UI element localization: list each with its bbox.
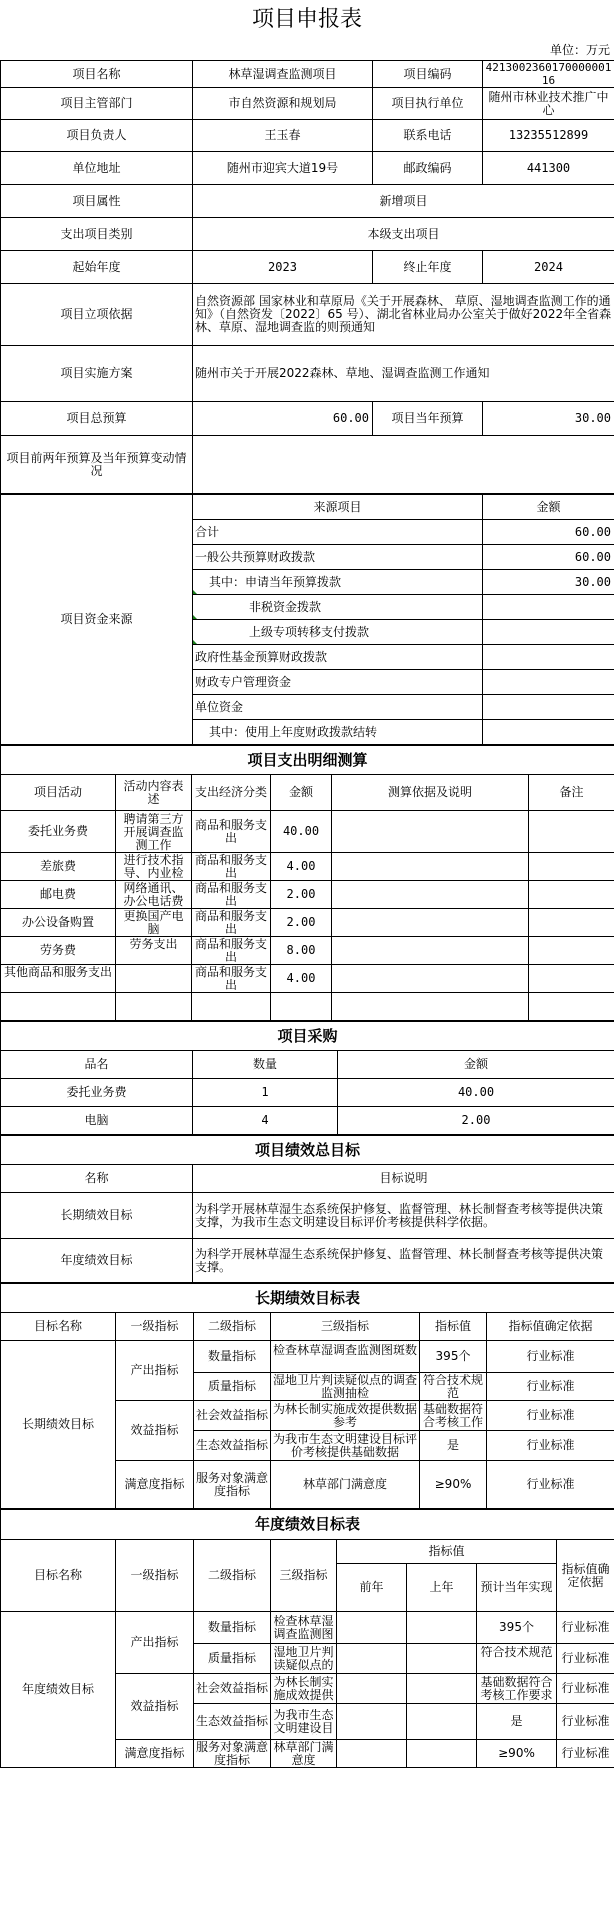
label-start-year: 起始年度 <box>1 251 193 284</box>
lt-value: 符合技术规范 <box>422 1373 483 1400</box>
value-phone: 13235512899 <box>483 120 614 152</box>
lt-header: 目标名称 <box>1 1313 116 1341</box>
funding-row-amount: 60.00 <box>483 520 614 545</box>
an-prev2 <box>337 1704 407 1740</box>
an-prev2 <box>337 1612 407 1644</box>
section-title-performance: 项目绩效总目标 <box>1 1136 614 1165</box>
label-address: 单位地址 <box>1 152 193 185</box>
proc-header: 品名 <box>1 1051 193 1079</box>
funding-row-name: 政府性基金预算财政拨款 <box>193 645 483 670</box>
lt-basis: 行业标准 <box>487 1461 614 1509</box>
an-basis: 行业标准 <box>557 1740 614 1768</box>
funding-row-amount: 60.00 <box>483 545 614 570</box>
exp-header: 金额 <box>271 775 332 811</box>
exp-note <box>529 937 614 965</box>
an-prev1 <box>407 1674 477 1704</box>
an-header: 二级指标 <box>194 1540 271 1612</box>
exp-class: 商品和服务支出 <box>192 937 271 965</box>
value-project-code: 421300236017000000116 <box>483 61 614 88</box>
value-year-budget: 30.00 <box>483 402 614 436</box>
funding-row-name: 上级专项转移支付拨款 <box>193 620 483 645</box>
lt-header: 二级指标 <box>194 1313 271 1341</box>
annual-target-table <box>0 1509 614 1768</box>
perf-header: 名称 <box>1 1165 193 1193</box>
funding-row-name: 其中：使用上年度财政拨款结转 <box>193 720 483 745</box>
exp-amount: 2.00 <box>271 909 332 937</box>
value-exec-unit: 随州市林业技术推广中心 <box>483 88 614 120</box>
an-level1: 效益指标 <box>116 1674 194 1740</box>
proc-amount: 40.00 <box>338 1079 614 1107</box>
label-total-budget: 项目总预算 <box>1 402 193 436</box>
funding-row-amount <box>483 695 614 720</box>
proc-header: 数量 <box>193 1051 338 1079</box>
lt-level3: 林草部门满意度 <box>271 1461 420 1509</box>
an-level3: 为林长制实施成效提供 <box>273 1675 334 1702</box>
funding-header-source: 来源项目 <box>193 495 483 520</box>
an-header: 目标名称 <box>1 1540 116 1612</box>
label-year-budget: 项目当年预算 <box>373 402 483 436</box>
exp-class: 商品和服务支出 <box>192 909 271 937</box>
value-end-year: 2024 <box>483 251 614 284</box>
exp-class: 商品和服务支出 <box>192 853 271 881</box>
exp-content: 进行技术指导、内业检 <box>123 853 184 880</box>
exp-content: 聘请第三方开展调查监测工作 <box>123 812 184 851</box>
an-header: 一级指标 <box>116 1540 194 1612</box>
an-header: 三级指标 <box>271 1540 337 1612</box>
exp-class: 商品和服务支出 <box>192 965 271 993</box>
funding-row-name: 非税资金拨款 <box>193 595 483 620</box>
an-level2: 社会效益指标 <box>194 1674 271 1704</box>
value-address: 随州市迎宾大道19号 <box>193 152 373 185</box>
label-leader: 项目负责人 <box>1 120 193 152</box>
proc-name: 电脑 <box>1 1107 193 1135</box>
exp-amount: 4.00 <box>271 853 332 881</box>
label-project-name: 项目名称 <box>1 61 193 88</box>
exp-basis <box>332 881 529 909</box>
lt-value: ≥90% <box>420 1461 487 1509</box>
section-title-long-term: 长期绩效目标表 <box>1 1284 614 1313</box>
funding-header-amount: 金额 <box>483 495 614 520</box>
lt-basis: 行业标准 <box>487 1341 614 1373</box>
an-value: 基础数据符合考核工作要求 <box>480 1675 553 1702</box>
value-dept: 市自然资源和规划局 <box>193 88 373 120</box>
label-category: 支出项目类别 <box>1 218 193 251</box>
value-basis: 自然资源部 国家林业和草原局《关于开展森林、 草原、湿地调查监测工作的通知》（自然资发〔2022〕65 号）、湖北省林业局办公室关于做好2022年全省森林、草原、湿地调查监的则预通知 <box>193 284 614 346</box>
funding-row-name: 单位资金 <box>193 695 483 720</box>
an-value: 395个 <box>477 1612 557 1644</box>
exp-header: 项目活动 <box>1 775 116 811</box>
an-value: 符合技术规范 <box>480 1645 553 1659</box>
proc-name: 委托业务费 <box>1 1079 193 1107</box>
label-attribute: 项目属性 <box>1 185 193 218</box>
exp-amount: 40.00 <box>271 811 332 853</box>
label-phone: 联系电话 <box>373 120 483 152</box>
an-level2: 质量指标 <box>194 1644 271 1674</box>
an-level3: 湿地卫片判读疑似点的 <box>273 1645 334 1672</box>
exp-note <box>529 853 614 881</box>
lt-level3: 为林长制实施成效提供数据参考 <box>273 1402 417 1429</box>
procurement-table <box>0 1021 614 1135</box>
lt-basis: 行业标准 <box>487 1431 614 1461</box>
an-level3: 为我市生态文明建设目 <box>273 1708 334 1735</box>
funding-row-amount: 30.00 <box>483 570 614 595</box>
an-level2: 生态效益指标 <box>194 1704 271 1740</box>
proc-header: 金额 <box>338 1051 614 1079</box>
lt-level1: 产出指标 <box>116 1341 194 1401</box>
funding-row-amount <box>483 595 614 620</box>
lt-header: 三级指标 <box>271 1313 420 1341</box>
an-level1: 满意度指标 <box>116 1740 194 1768</box>
lt-level2: 生态效益指标 <box>194 1431 271 1461</box>
label-end-year: 终止年度 <box>373 251 483 284</box>
lt-header: 指标值确定依据 <box>487 1313 614 1341</box>
an-basis: 行业标准 <box>557 1644 614 1674</box>
value-total-budget: 60.00 <box>193 402 373 436</box>
value-plan: 随州市关于开展2022森林、草地、湿调查监测工作通知 <box>193 346 614 402</box>
exp-class: 商品和服务支出 <box>192 811 271 853</box>
lt-level2: 服务对象满意度指标 <box>194 1461 271 1509</box>
proc-qty: 1 <box>193 1079 338 1107</box>
exp-activity: 其他商品和服务支出 <box>3 965 112 979</box>
exp-content: 劳务支出 <box>129 937 178 951</box>
label-dept: 项目主管部门 <box>1 88 193 120</box>
basic-info-table <box>0 60 614 494</box>
lt-level3: 检查林草湿调查监测图斑数 <box>273 1343 417 1357</box>
an-subheader: 前年 <box>337 1564 407 1612</box>
value-category: 本级支出项目 <box>193 218 614 251</box>
exp-basis <box>332 811 529 853</box>
exp-content: 更换国产电脑 <box>123 909 184 936</box>
value-budget-change <box>193 436 614 494</box>
lt-level3: 湿地卫片判读疑似点的调查监测抽检 <box>273 1373 417 1400</box>
exp-basis <box>332 937 529 965</box>
lt-level1: 满意度指标 <box>116 1461 194 1509</box>
proc-amount: 2.00 <box>338 1107 614 1135</box>
label-postcode: 邮政编码 <box>373 152 483 185</box>
exp-note <box>529 811 614 853</box>
label-funding-source: 项目资金来源 <box>1 495 193 745</box>
section-title-expenditure: 项目支出明细测算 <box>1 746 614 775</box>
funding-source-table <box>0 494 614 745</box>
exp-activity: 邮电费 <box>1 881 116 909</box>
exp-note <box>529 881 614 909</box>
lt-header: 指标值 <box>420 1313 487 1341</box>
exp-activity: 劳务费 <box>1 937 116 965</box>
an-prev1 <box>407 1612 477 1644</box>
an-level1: 产出指标 <box>116 1612 194 1674</box>
exp-basis <box>332 965 529 993</box>
funding-row-name: 一般公共预算财政拨款 <box>193 545 483 570</box>
value-start-year: 2023 <box>193 251 373 284</box>
exp-note <box>529 909 614 937</box>
an-basis: 行业标准 <box>557 1704 614 1740</box>
an-subheader: 预计当年实现 <box>477 1564 557 1612</box>
an-target-name: 年度绩效目标 <box>1 1612 116 1768</box>
value-postcode: 441300 <box>483 152 614 185</box>
exp-amount: 8.00 <box>271 937 332 965</box>
perf-name: 长期绩效目标 <box>1 1193 193 1239</box>
an-header: 指标值确定依据 <box>557 1540 614 1612</box>
perf-header: 目标说明 <box>193 1165 614 1193</box>
expenditure-table <box>0 745 614 1021</box>
exp-amount: 4.00 <box>271 965 332 993</box>
funding-row-amount <box>483 720 614 745</box>
lt-level2: 社会效益指标 <box>194 1401 271 1431</box>
funding-row-amount <box>483 620 614 645</box>
an-level3: 林草部门满意度 <box>273 1740 334 1767</box>
exp-header: 测算依据及说明 <box>332 775 529 811</box>
an-value: ≥90% <box>477 1740 557 1768</box>
exp-content: 网络通讯、办公电话费 <box>123 881 184 908</box>
lt-level3: 为我市生态文明建设目标评价考核提供基础数据 <box>273 1432 417 1459</box>
lt-basis: 行业标准 <box>487 1373 614 1401</box>
an-prev2 <box>337 1674 407 1704</box>
exp-basis <box>332 909 529 937</box>
page-title: 项目申报表 <box>251 7 362 32</box>
an-prev2 <box>337 1740 407 1768</box>
an-level2: 服务对象满意度指标 <box>194 1740 271 1768</box>
lt-value: 基础数据符合考核工作 <box>422 1402 483 1429</box>
section-title-annual: 年度绩效目标表 <box>1 1510 614 1540</box>
value-attribute: 新增项目 <box>193 185 614 218</box>
an-basis: 行业标准 <box>557 1674 614 1704</box>
exp-activity: 委托业务费 <box>1 811 116 853</box>
an-prev2 <box>337 1644 407 1674</box>
label-exec-unit: 项目执行单位 <box>373 88 483 120</box>
funding-row-name: 其中：申请当年预算拨款 <box>193 570 483 595</box>
exp-header: 活动内容表述 <box>116 775 192 811</box>
exp-content <box>116 965 192 993</box>
an-prev1 <box>407 1704 477 1740</box>
exp-note <box>529 965 614 993</box>
lt-level2: 数量指标 <box>194 1341 271 1373</box>
lt-basis: 行业标准 <box>487 1401 614 1431</box>
lt-level2: 质量指标 <box>194 1373 271 1401</box>
lt-value: 是 <box>420 1431 487 1461</box>
funding-row-amount <box>483 670 614 695</box>
long-term-target-table <box>0 1283 614 1509</box>
exp-basis <box>332 853 529 881</box>
label-budget-change: 项目前两年预算及当年预算变动情况 <box>1 436 193 494</box>
exp-header: 支出经济分类 <box>192 775 271 811</box>
exp-amount: 2.00 <box>271 881 332 909</box>
perf-name: 年度绩效目标 <box>1 1239 193 1283</box>
an-level3: 检查林草湿调查监测图 <box>273 1614 334 1641</box>
funding-row-amount <box>483 645 614 670</box>
funding-row-name: 合计 <box>193 520 483 545</box>
label-project-code: 项目编码 <box>373 61 483 88</box>
exp-class: 商品和服务支出 <box>192 881 271 909</box>
an-prev1 <box>407 1644 477 1674</box>
label-basis: 项目立项依据 <box>1 284 193 346</box>
label-plan: 项目实施方案 <box>1 346 193 402</box>
exp-activity: 办公设备购置 <box>1 909 116 937</box>
an-prev1 <box>407 1740 477 1768</box>
perf-desc: 为科学开展林草湿生态系统保护修复、监督管理、林长制督查考核等提供决策支撑。 <box>193 1239 614 1283</box>
value-project-name: 林草湿调查监测项目 <box>193 61 373 88</box>
exp-activity: 差旅费 <box>1 853 116 881</box>
lt-target-name: 长期绩效目标 <box>1 1341 116 1509</box>
an-subheader: 上年 <box>407 1564 477 1612</box>
lt-value: 395个 <box>420 1341 487 1373</box>
an-basis: 行业标准 <box>557 1612 614 1644</box>
section-title-procurement: 项目采购 <box>1 1022 614 1051</box>
perf-desc: 为科学开展林草湿生态系统保护修复、监督管理、林长制督查考核等提供决策支撑，为我市生态文明建设目标评价考核提供科学依据。 <box>193 1193 614 1239</box>
an-header: 指标值 <box>337 1540 557 1564</box>
funding-row-name: 财政专户管理资金 <box>193 670 483 695</box>
value-leader: 王玉春 <box>193 120 373 152</box>
exp-header: 备注 <box>529 775 614 811</box>
proc-qty: 4 <box>193 1107 338 1135</box>
unit-label: 单位：万元 <box>549 43 610 57</box>
an-value: 是 <box>477 1704 557 1740</box>
lt-level1: 效益指标 <box>116 1401 194 1461</box>
performance-summary-table <box>0 1135 614 1283</box>
an-level2: 数量指标 <box>194 1612 271 1644</box>
lt-header: 一级指标 <box>116 1313 194 1341</box>
